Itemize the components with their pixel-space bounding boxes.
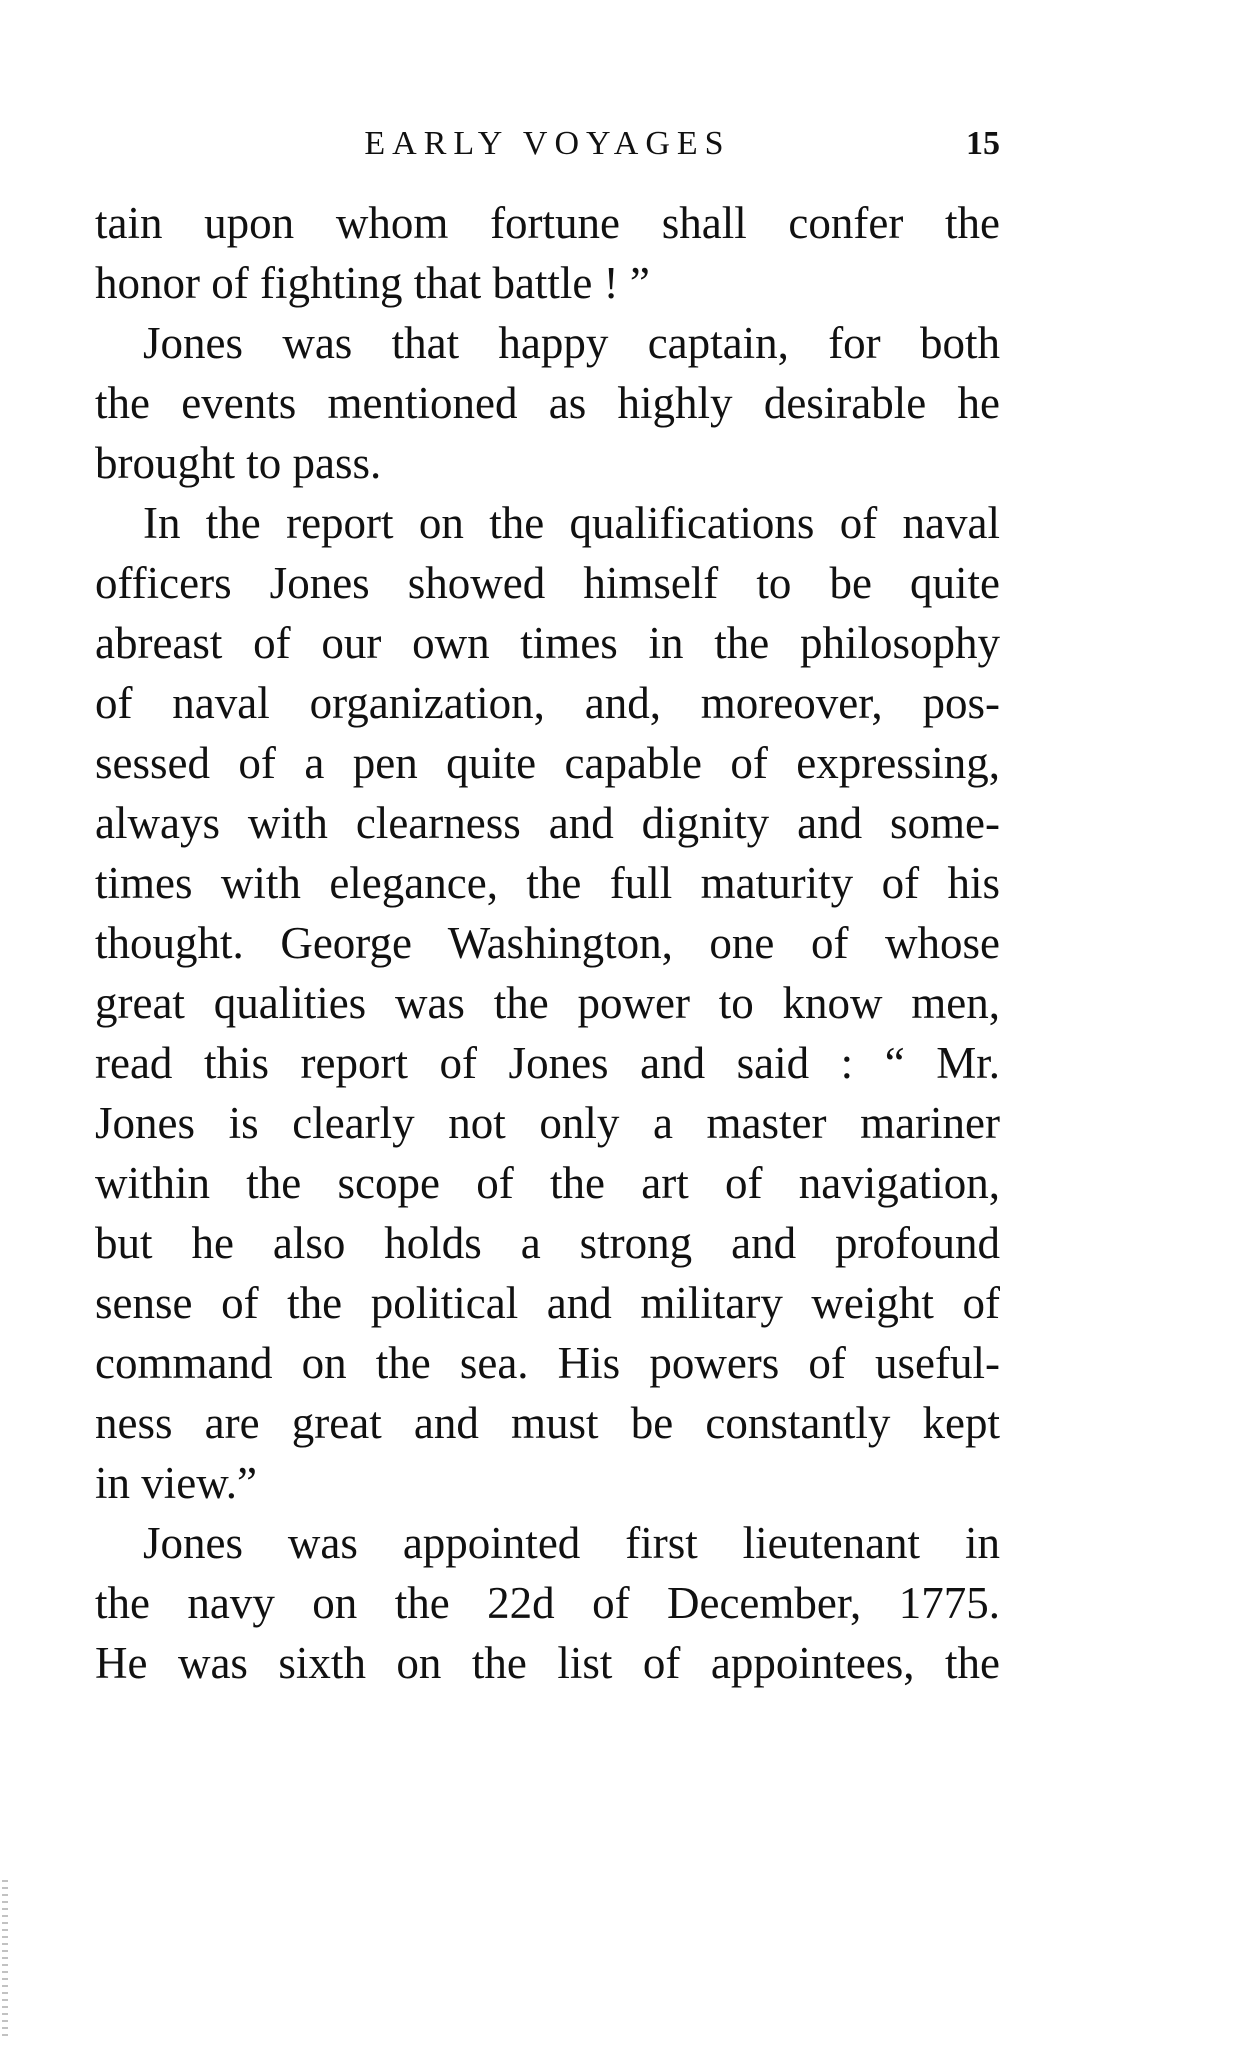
text-line: Jones was appointed first lieutenant in [143, 1518, 1000, 1568]
text-line: sessed of a pen quite capable of expressing, [95, 738, 1000, 788]
text-line: within the scope of the art of navigation, [95, 1158, 1000, 1208]
text-line: In the report on the qualifications of naval [143, 498, 1000, 548]
text-line: abreast of our own times in the philosophy [95, 618, 1000, 668]
text-line: brought to pass. [95, 438, 382, 488]
running-head [95, 120, 1000, 168]
text-line: of naval organization, and, moreover, pos- [95, 678, 1000, 728]
text-line: in view.” [95, 1458, 258, 1508]
body-text [95, 193, 1000, 1693]
text-line: read this report of Jones and said : “ Mr. [95, 1038, 1000, 1088]
text-line: honor of fighting that battle ! ” [95, 258, 650, 308]
text-line: He was sixth on the list of appointees, the [95, 1638, 1000, 1688]
text-line: always with clearness and dignity and some- [95, 798, 1000, 848]
running-title: EARLY VOYAGES [364, 125, 731, 162]
text-line: Jones was that happy captain, for both [143, 318, 1000, 368]
text-line: the events mentioned as highly desirable he [95, 378, 1000, 428]
text-line: officers Jones showed himself to be quite [95, 558, 1000, 608]
text-line: but he also holds a strong and profound [95, 1218, 1000, 1268]
text-line: sense of the political and military weight of [95, 1278, 1000, 1328]
text-line: times with elegance, the full maturity of his [95, 858, 1000, 908]
text-line: command on the sea. His powers of useful- [95, 1338, 1000, 1388]
text-line: great qualities was the power to know men, [95, 978, 1000, 1028]
text-line: thought. George Washington, one of whose [95, 918, 1000, 968]
text-line: Jones is clearly not only a master mariner [95, 1098, 1000, 1148]
scan-edge-mark [2, 1880, 8, 2040]
page-number: 15 [966, 125, 1000, 162]
text-line: ness are great and must be constantly kept [95, 1398, 1000, 1448]
text-line: the navy on the 22d of December, 1775. [95, 1578, 1000, 1628]
text-line: tain upon whom fortune shall confer the [95, 198, 1000, 248]
